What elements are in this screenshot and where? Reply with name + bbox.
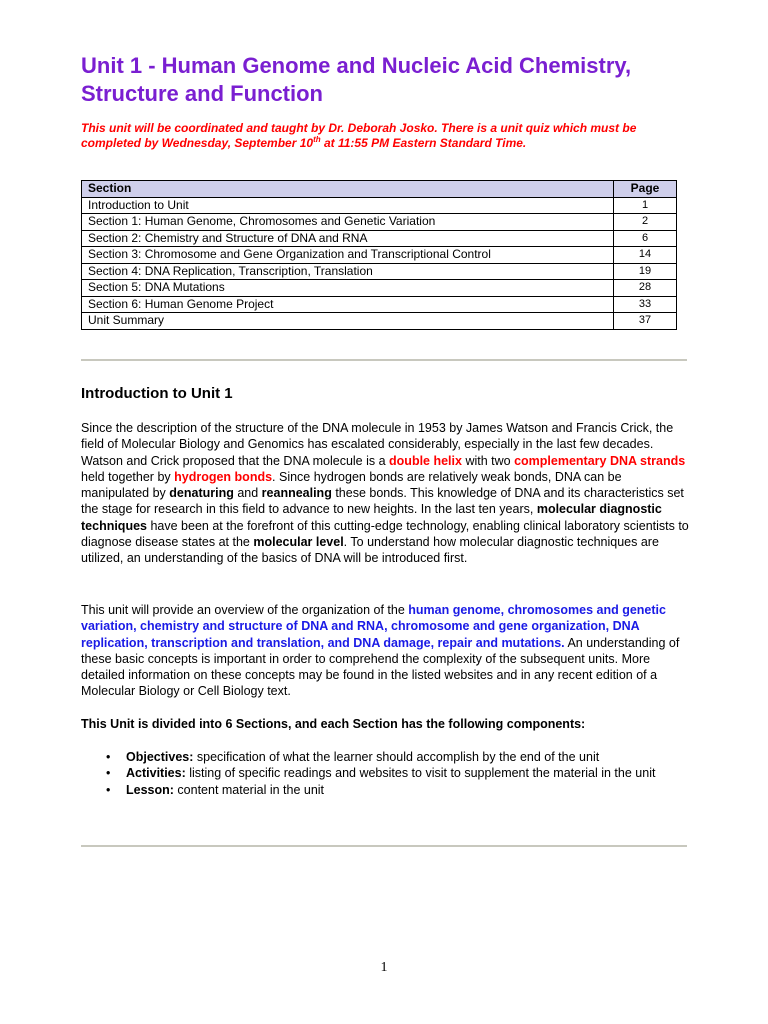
page-cell: 37 — [614, 313, 677, 330]
page-cell: 14 — [614, 247, 677, 264]
page-cell: 28 — [614, 280, 677, 297]
text-run: This unit will provide an overview of the organization of the — [81, 603, 409, 617]
page-cell: 2 — [614, 214, 677, 231]
notice-superscript: th — [313, 135, 321, 144]
bullet-icon: • — [106, 782, 111, 797]
text-run: Since the description of the structure of the DNA molecule in 1953 by James Watson and Francis Crick, the field of Molecular Biology and Genomics has escalated considerably, especially in the last few decades. Watson and Crick proposed that the DNA molecule is a — [81, 421, 674, 468]
section-cell: Section 3: Chromosome and Gene Organization and Transcriptional Control — [82, 247, 614, 264]
item-label: Activities: — [126, 766, 186, 781]
table-row — [82, 247, 677, 264]
text-run: have been at the forefront of this cutting-edge technology, enabling clinical laboratory scientists to diagnose disease states at the — [81, 518, 689, 550]
text-run: these bonds. This knowledge of DNA and its characteristics set the stage for research in this field to advance to new heights. In the last ten years, — [81, 486, 684, 517]
intro-paragraph — [81, 420, 689, 567]
section-divider-bottom — [81, 845, 687, 847]
notice-text-1: This unit will be coordinated and taught by Dr. Deborah Josko. There is a unit quiz which must be completed by Wednesday, September 10 — [81, 121, 637, 150]
contents-header-row — [82, 181, 677, 198]
components-intro — [81, 716, 689, 732]
bold-term: molecular level — [253, 535, 344, 550]
page-number: 1 — [380, 960, 388, 975]
section-cell: Section 6: Human Genome Project — [82, 296, 614, 313]
intro-heading: Introduction to Unit 1 — [81, 385, 233, 402]
table-row — [82, 214, 677, 231]
highlight-term: hydrogen bonds — [174, 469, 273, 484]
item-text: listing of specific readings and websites to visit to supplement the material in the unit — [185, 766, 656, 781]
bold-term: reannealing — [261, 486, 332, 501]
overview-paragraph — [81, 602, 689, 700]
page-cell: 19 — [614, 263, 677, 280]
section-cell: Section 5: DNA Mutations — [82, 280, 614, 297]
contents-table — [81, 180, 677, 330]
item-label: Objectives: — [126, 750, 194, 764]
text-run: and — [233, 486, 262, 501]
text-run: . To understand how molecular diagnostic techniques are utilized, an understanding of the basics of DNA will be introduced first. — [81, 535, 659, 566]
components-intro-text: This Unit is divided into 6 Sections, and each Section has the following components: — [81, 717, 586, 731]
item-label: Lesson: — [126, 782, 174, 797]
table-row — [82, 296, 677, 313]
page-column-header: Page — [614, 181, 677, 198]
bold-term: denaturing — [169, 486, 234, 501]
text-run: An understanding of these basic concepts is important in order to comprehend the complexity of the subsequent units. More detailed information on these concepts may be found in the listed websites and in any recent edition of a Molecular Biology or Cell Biology text. — [81, 635, 680, 699]
text-run: held together by — [81, 469, 175, 484]
list-item — [81, 765, 681, 781]
section-divider-top — [81, 359, 687, 361]
text-run: with two — [461, 453, 515, 468]
table-row — [82, 197, 677, 214]
text-run: . Since hydrogen bonds are relatively weak bonds, DNA can be manipulated by — [81, 469, 622, 501]
components-list — [81, 749, 681, 798]
section-cell: Section 1: Human Genome, Chromosomes and Genetic Variation — [82, 214, 614, 231]
table-row — [82, 263, 677, 280]
section-cell: Section 2: Chemistry and Structure of DNA and RNA — [82, 230, 614, 247]
highlight-topics: human genome, chromosomes and genetic variation, chemistry and structure of DNA and RNA, chromosome and gene organization, DNA replication, transcription and translation, and DNA damage, repair and mutations. — [81, 603, 666, 650]
table-row — [82, 313, 677, 330]
page-cell: 33 — [614, 296, 677, 313]
section-cell: Introduction to Unit — [82, 197, 614, 214]
coordinator-notice — [81, 121, 691, 151]
page-cell: 6 — [614, 230, 677, 247]
highlight-term: double helix — [389, 453, 462, 468]
list-item — [81, 749, 681, 765]
section-cell: Unit Summary — [82, 313, 614, 330]
bullet-icon: • — [106, 766, 111, 781]
unit-title: Unit 1 - Human Genome and Nucleic Acid Chemistry, Structure and Function — [81, 53, 632, 106]
bullet-icon: • — [106, 750, 111, 764]
table-row — [82, 230, 677, 247]
bold-term: molecular diagnostic techniques — [81, 502, 662, 533]
page-cell: 1 — [614, 197, 677, 214]
item-text: content material in the unit — [173, 782, 325, 797]
list-item — [81, 782, 681, 798]
item-text: specification of what the learner should accomplish by the end of the unit — [193, 750, 600, 764]
notice-text-2: at 11:55 PM Eastern Standard Time. — [320, 136, 527, 150]
section-cell: Section 4: DNA Replication, Transcription, Translation — [82, 263, 614, 280]
section-column-header: Section — [82, 181, 614, 198]
table-row — [82, 280, 677, 297]
highlight-term: complementary DNA strands — [514, 453, 686, 468]
